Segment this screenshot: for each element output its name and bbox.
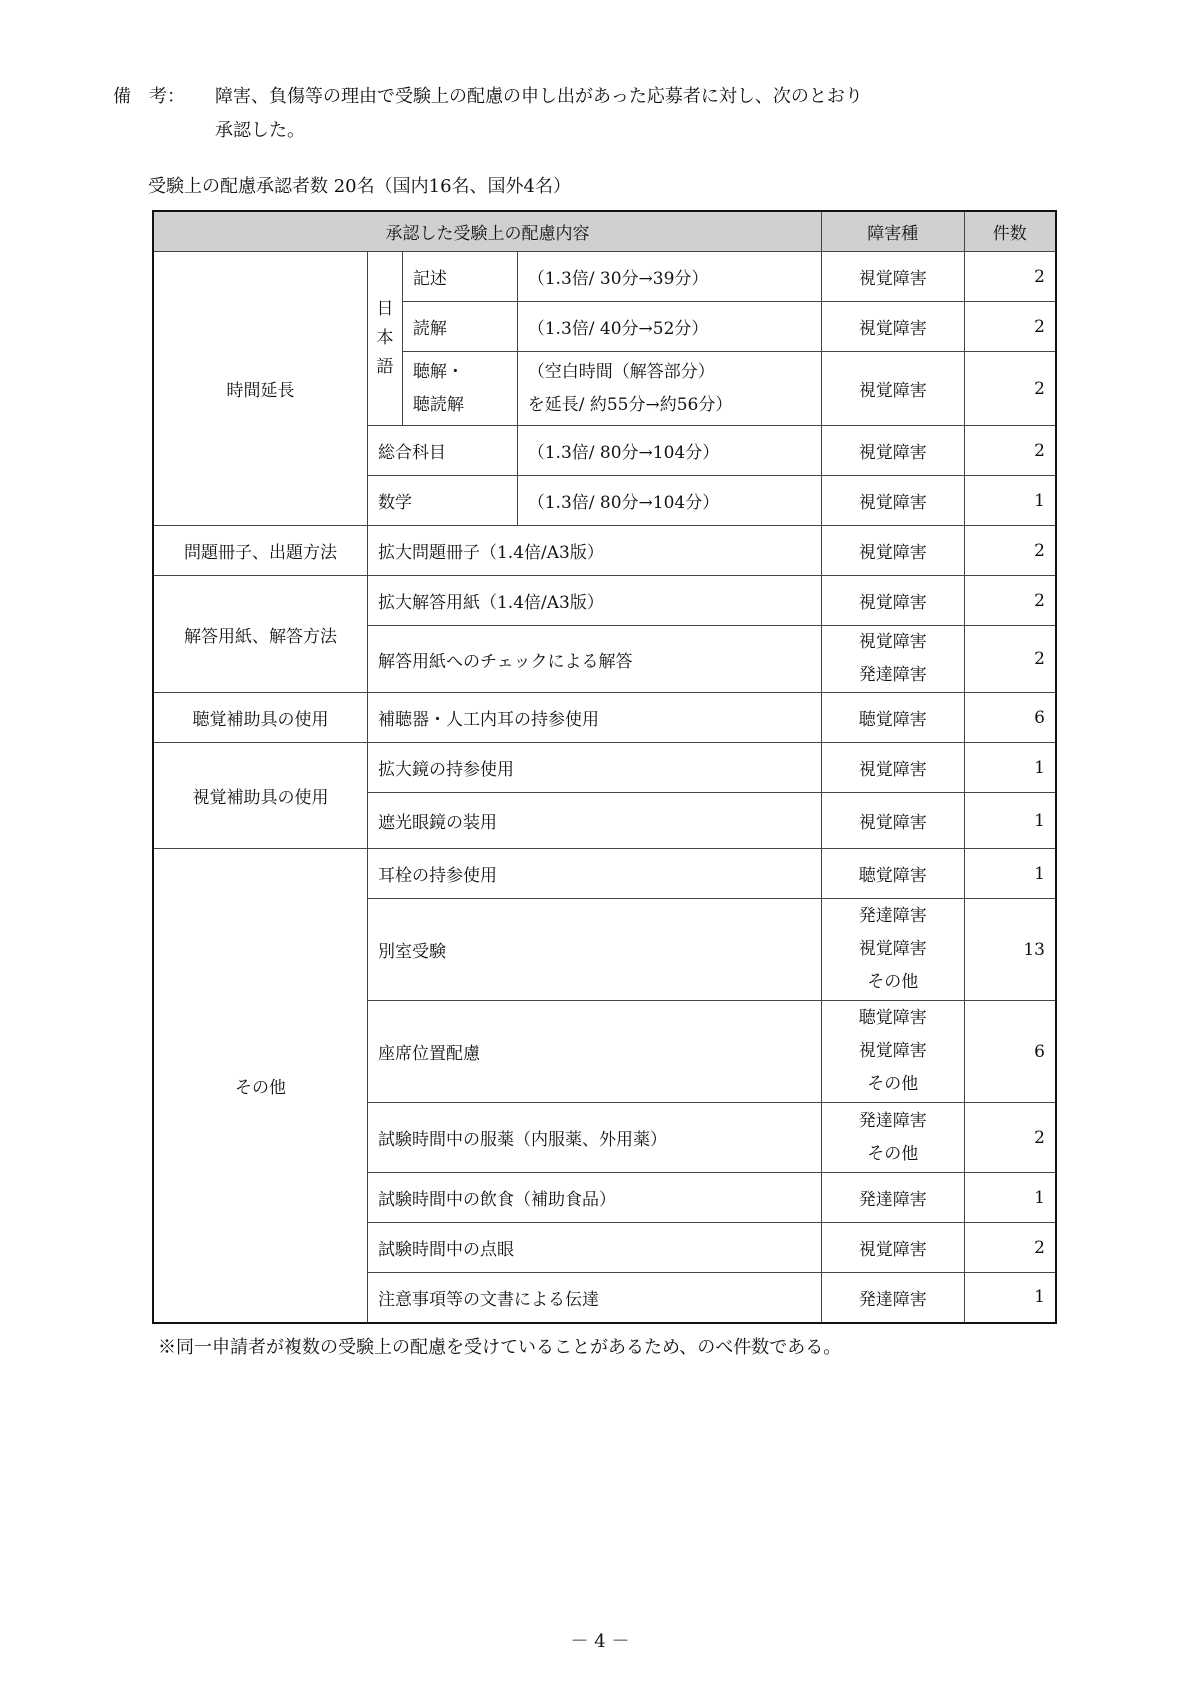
- group-visual-aid: 視覚補助具の使用: [153, 743, 367, 849]
- disability-type-cell: 聴覚障害: [821, 849, 964, 899]
- disability-type-cell: 視覚障害: [821, 576, 964, 626]
- count-cell: 2: [964, 252, 1056, 302]
- disability-type-cell: 視覚障害: [821, 793, 964, 849]
- count-cell: 1: [964, 793, 1056, 849]
- count-cell: 1: [964, 1173, 1056, 1223]
- disability-type-cell: 視覚障害: [821, 526, 964, 576]
- disability-type-cell: 視覚障害: [821, 252, 964, 302]
- detail-cell: 解答用紙へのチェックによる解答: [367, 626, 821, 693]
- count-cell: 6: [964, 1001, 1056, 1103]
- remarks-line-2: 承認した。: [215, 120, 305, 141]
- detail-cell: 拡大鏡の持参使用: [367, 743, 821, 793]
- accommodation-table: [152, 210, 1057, 1324]
- table-row: [153, 576, 1056, 626]
- detail-cell: （空白時間（解答部分） を延長/ 約55分→約56分）: [517, 352, 821, 426]
- count-cell: 1: [964, 1273, 1056, 1323]
- detail-cell: 遮光眼鏡の装用: [367, 793, 821, 849]
- header-count: 件数: [964, 211, 1056, 252]
- count-cell: 1: [964, 476, 1056, 526]
- disability-type-cell: 発達障害 その他: [821, 1103, 964, 1173]
- table-header-row: [153, 211, 1056, 252]
- detail-cell: 試験時間中の飲食（補助食品）: [367, 1173, 821, 1223]
- detail-cell: 別室受験: [367, 899, 821, 1001]
- count-cell: 2: [964, 1103, 1056, 1173]
- detail-cell: （1.3倍/ 40分→52分）: [517, 302, 821, 352]
- disability-type-cell: 聴覚障害: [821, 693, 964, 743]
- table-row: [153, 252, 1056, 302]
- count-cell: 2: [964, 626, 1056, 693]
- count-cell: 1: [964, 743, 1056, 793]
- sub-item: 聴解・ 聴読解: [402, 352, 517, 426]
- detail-cell: 座席位置配慮: [367, 1001, 821, 1103]
- group-answer-sheet: 解答用紙、解答方法: [153, 576, 367, 693]
- remarks-line-1: 障害、負傷等の理由で受験上の配慮の申し出があった応募者に対し、次のとおり: [215, 86, 863, 107]
- detail-cell: 拡大解答用紙（1.4倍/A3版）: [367, 576, 821, 626]
- remarks-label: 備 考：: [113, 86, 185, 107]
- disability-type-cell: 視覚障害: [821, 1223, 964, 1273]
- disability-type-cell: 視覚障害: [821, 743, 964, 793]
- count-cell: 1: [964, 849, 1056, 899]
- group-other: その他: [153, 849, 367, 1323]
- count-cell: 2: [964, 526, 1056, 576]
- detail-cell: 注意事項等の文書による伝達: [367, 1273, 821, 1323]
- sub-item: 総合科目: [367, 426, 517, 476]
- detail-cell: 試験時間中の服薬（内服薬、外用薬）: [367, 1103, 821, 1173]
- count-cell: 2: [964, 302, 1056, 352]
- header-content: 承認した受験上の配慮内容: [153, 211, 821, 252]
- sub-item: 読解: [402, 302, 517, 352]
- table-row: [153, 693, 1056, 743]
- group-time-extension: 時間延長: [153, 252, 367, 526]
- sub-item: 記述: [402, 252, 517, 302]
- disability-type-cell: 視覚障害: [821, 476, 964, 526]
- detail-cell: 耳栓の持参使用: [367, 849, 821, 899]
- header-disability-type: 障害種: [821, 211, 964, 252]
- group-hearing-aid: 聴覚補助具の使用: [153, 693, 367, 743]
- disability-type-cell: 発達障害: [821, 1173, 964, 1223]
- detail-cell: 試験時間中の点眼: [367, 1223, 821, 1273]
- count-cell: 13: [964, 899, 1056, 1001]
- disability-type-cell: 発達障害: [821, 1273, 964, 1323]
- table-row: [153, 849, 1056, 899]
- disability-type-cell: 視覚障害: [821, 352, 964, 426]
- detail-cell: 補聴器・人工内耳の持参使用: [367, 693, 821, 743]
- disability-type-cell: 発達障害 視覚障害 その他: [821, 899, 964, 1001]
- footnote: ※同一申請者が複数の受験上の配慮を受けていることがあるため、のべ件数である。: [158, 1337, 842, 1358]
- page-number: － 4 －: [570, 1631, 630, 1652]
- count-cell: 2: [964, 576, 1056, 626]
- detail-cell: （1.3倍/ 80分→104分）: [517, 476, 821, 526]
- detail-cell: 拡大問題冊子（1.4倍/A3版）: [367, 526, 821, 576]
- disability-type-cell: 視覚障害 発達障害: [821, 626, 964, 693]
- count-cell: 2: [964, 1223, 1056, 1273]
- detail-cell: （1.3倍/ 30分→39分）: [517, 252, 821, 302]
- sub-item: 数学: [367, 476, 517, 526]
- count-cell: 6: [964, 693, 1056, 743]
- table-row: [153, 743, 1056, 793]
- group-japanese: 日 本 語: [367, 252, 402, 426]
- approval-summary: 受験上の配慮承認者数 20名（国内16名、国外4名）: [148, 176, 571, 197]
- count-cell: 2: [964, 352, 1056, 426]
- disability-type-cell: 聴覚障害 視覚障害 その他: [821, 1001, 964, 1103]
- count-cell: 2: [964, 426, 1056, 476]
- disability-type-cell: 視覚障害: [821, 426, 964, 476]
- table-row: [153, 526, 1056, 576]
- detail-cell: （1.3倍/ 80分→104分）: [517, 426, 821, 476]
- disability-type-cell: 視覚障害: [821, 302, 964, 352]
- group-booklet: 問題冊子、出題方法: [153, 526, 367, 576]
